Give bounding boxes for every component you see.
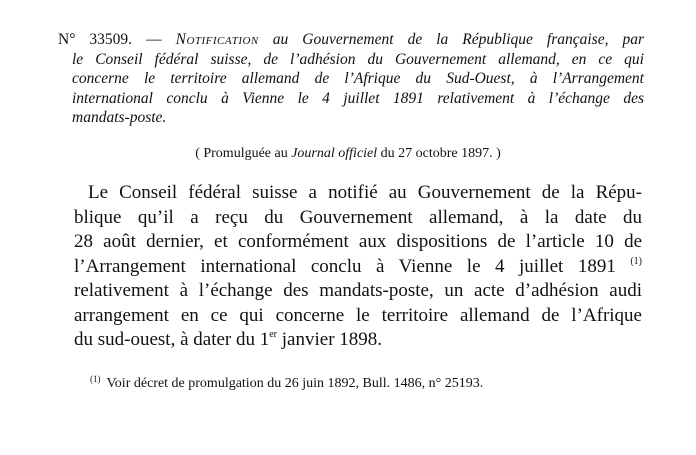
body-line-5: relativement à l’échange des mandats-poste, un acte d’adhésion audi: [74, 280, 642, 301]
promulgation-close: du 27 octobre 1897. ): [377, 146, 501, 161]
notification-heading: [58, 30, 644, 128]
heading-lead-word: Notification: [175, 31, 259, 48]
footnote: [90, 374, 483, 392]
ordinal-suffix: er: [269, 329, 278, 340]
footnote-mark: (1): [90, 374, 101, 384]
promulgation-note: [0, 146, 696, 162]
footnote-text: Voir décret de promulgation du 26 juin 1892, Bull. 1486, n° 25193.: [106, 376, 484, 391]
heading-line-2: le Conseil fédéral suisse, de l’adhésion du Gouvernement allemand, en ce qui: [72, 50, 644, 68]
body-line-7-start: du sud-ouest, à dater du 1: [74, 329, 270, 350]
body-line-4: [74, 255, 642, 280]
body-line-2: blique qu’il a reçu du Gouvernement allemand, à la date du: [74, 206, 642, 228]
heading-line-5: mandats-poste.: [72, 109, 167, 126]
heading-line-1: [58, 30, 644, 50]
heading-text-1: au Gouvernement de la République française, par: [258, 31, 645, 48]
journal-title: Journal officiel: [291, 146, 378, 161]
heading-dash: —: [146, 31, 162, 48]
body-paragraph: [74, 181, 642, 353]
footnote-reference: (1): [630, 255, 643, 267]
heading-line-4: international conclu à Vienne le 4 juillet 1891 relativement à l’échange des: [72, 89, 644, 107]
body-line-3: 28 août dernier, et conformément aux dispositions de l’article 10 de: [74, 231, 642, 252]
body-line-6: arrangement en ce qui concerne le territoire allemand de l’Afrique: [74, 304, 642, 326]
body-line-7-end: janvier 1898.: [277, 329, 383, 350]
body-line-7: [74, 328, 642, 353]
promulgation-open: ( Promulguée au: [195, 146, 292, 161]
heading-line-3: concerne le territoire allemand de l’Afrique du Sud-Ouest, à l’Arrangement: [72, 70, 644, 87]
body-line-1: Le Conseil fédéral suisse a notifié au Gouvernement de la Répu-: [88, 182, 642, 203]
act-number: N° 33509.: [58, 31, 133, 48]
body-line-4-text: l’Arrangement international conclu à Vienne le 4 juillet 1891: [74, 255, 616, 277]
